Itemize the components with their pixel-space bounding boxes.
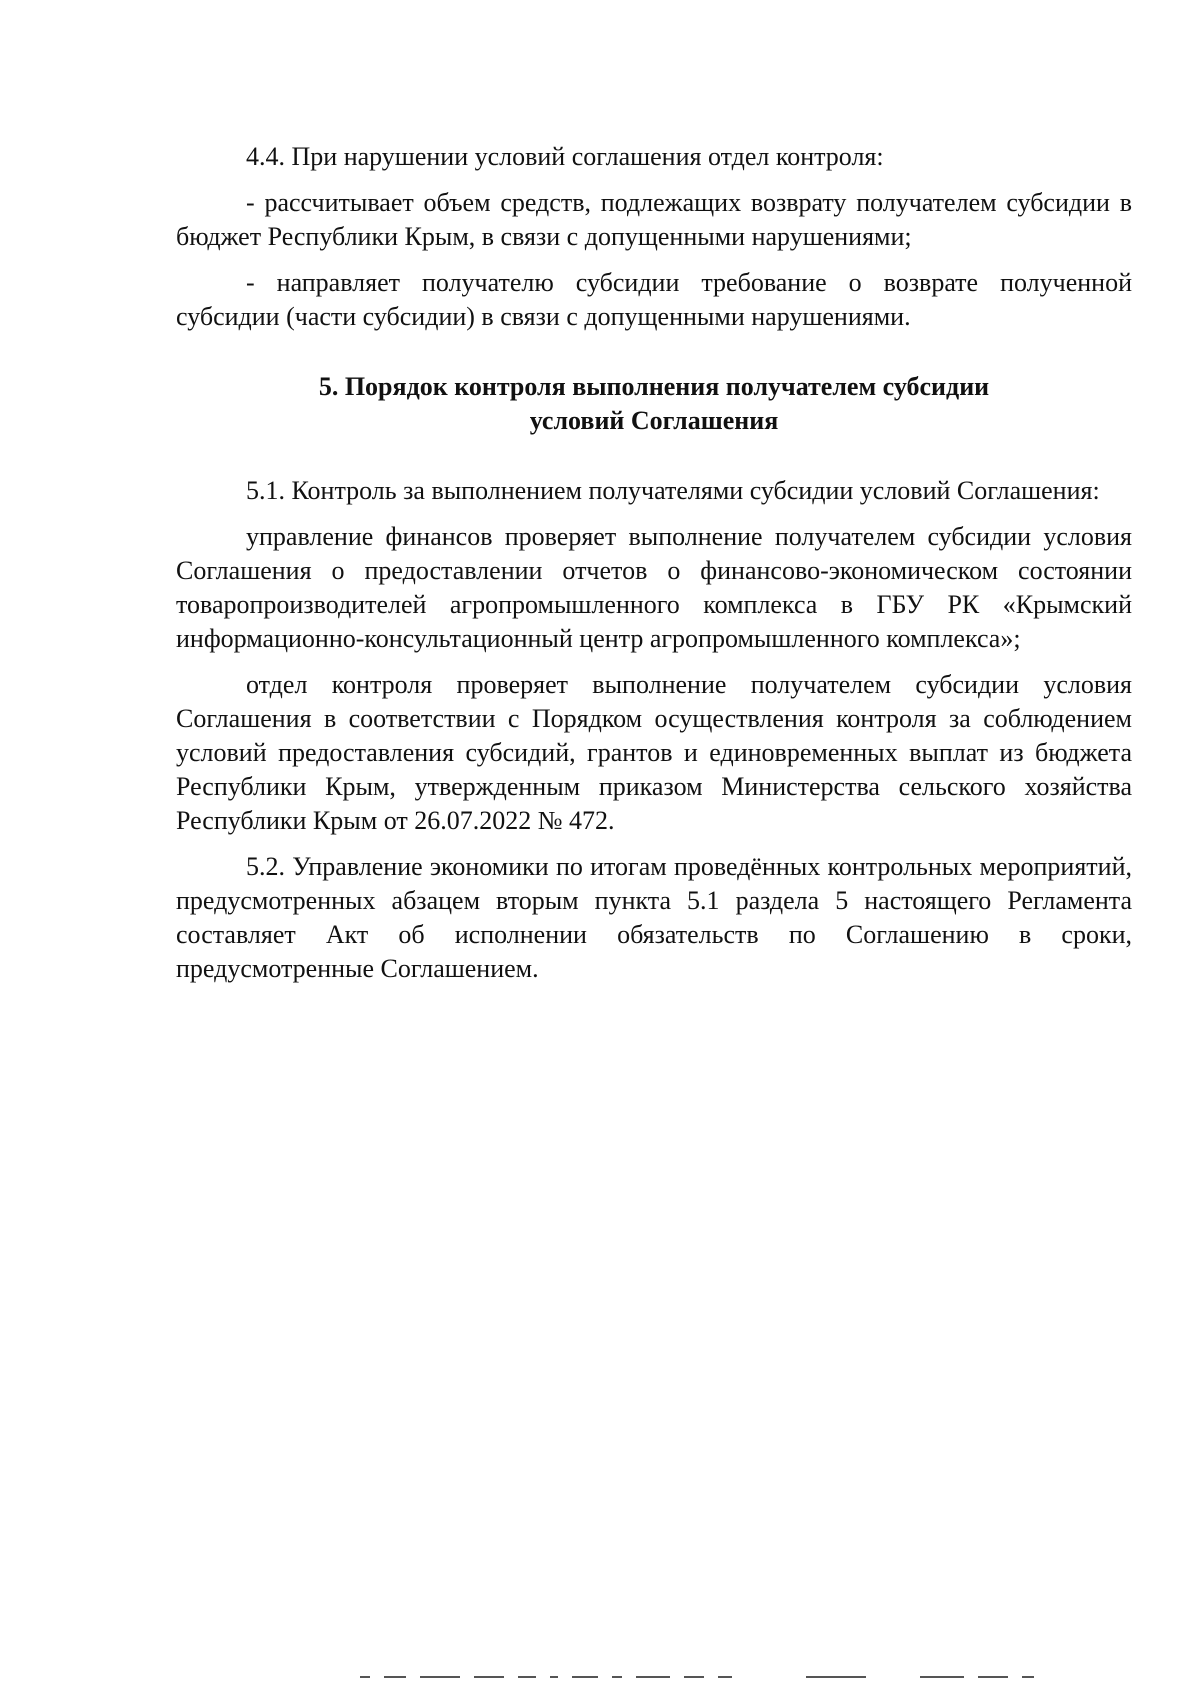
scan-mark (718, 1676, 732, 1678)
scan-mark (474, 1676, 504, 1678)
paragraph-5-1-title: 5.1. Контроль за выполнением получателями субсидии условий Соглашения: (246, 476, 1100, 505)
scan-mark (518, 1676, 536, 1678)
scan-mark (360, 1676, 370, 1678)
document-body (176, 140, 1132, 998)
section-5-heading (176, 370, 1132, 438)
paragraph-5-1-control: отдел контроля проверяет выполнение получателем субсидии условия Соглашения в соответствии с Порядком осуществления контроля за соблюдением условий предоставления субсидий, грантов и единовременных выплат из бюджета Республики Крым, утвержденным приказом Министерства сельского хозяйства Республики Крым от 26.07.2022 № 472. (176, 670, 1132, 835)
paragraph-5-2: 5.2. Управление экономики по итогам проведённых контрольных мероприятий, предусмотренных абзацем вторым пункта 5.1 раздела 5 настоящего Регламента составляет Акт об исполнении обязательств по Соглашению в сроки, предусмотренные Соглашением. (176, 852, 1132, 983)
scan-mark (636, 1676, 670, 1678)
paragraph-4-4-title: 4.4. При нарушении условий соглашения отдел контроля: (246, 142, 884, 171)
scan-artifact-marks (360, 1675, 1180, 1679)
scan-mark (550, 1676, 558, 1678)
paragraph-4-4-item-1: - рассчитывает объем средств, подлежащих возврату получателем субсидии в бюджет Республики Крым, в связи с допущенными нарушениями; (176, 188, 1132, 251)
scan-mark (684, 1676, 704, 1678)
scan-mark (384, 1676, 406, 1678)
scan-mark (806, 1676, 866, 1678)
scan-mark (1022, 1676, 1034, 1678)
section-5-heading-line-2: условий Соглашения (529, 406, 779, 435)
paragraph-5-1-finance: управление финансов проверяет выполнение получателем субсидии условия Соглашения о предоставлении отчетов о финансово-экономическом состоянии товаропроизводителей агропромышленного комплекса в ГБУ РК «Крымский информационно-консультационный центр агропромышленного комплекса»; (176, 522, 1132, 653)
scan-mark (612, 1676, 622, 1678)
scan-mark (920, 1676, 964, 1678)
scan-mark (420, 1676, 460, 1678)
section-5-heading-line-1: 5. Порядок контроля выполнения получателем субсидии (318, 372, 990, 401)
paragraph-4-4-item-2: - направляет получателю субсидии требование о возврате полученной субсидии (части субсидии) в связи с допущенными нарушениями. (176, 268, 1132, 331)
scan-mark (978, 1676, 1008, 1678)
scan-mark (572, 1676, 598, 1678)
